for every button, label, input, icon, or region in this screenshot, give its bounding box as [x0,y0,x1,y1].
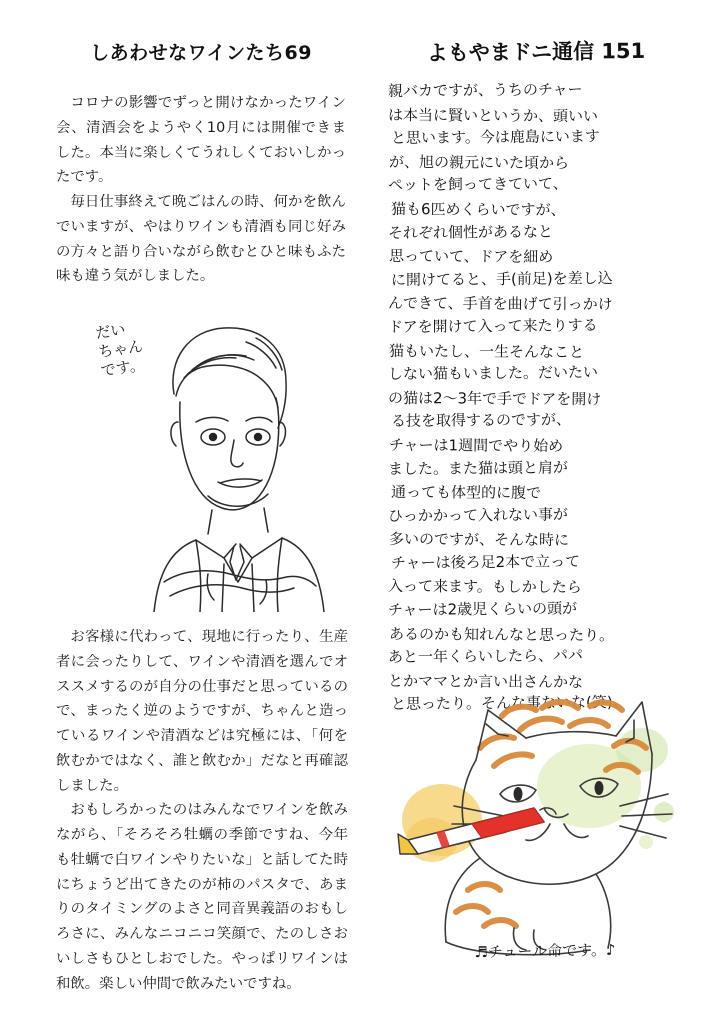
handwritten-line: は本当に賢いというか、頭いい [387,105,599,125]
paragraph: 毎日仕事終えて晩ごはんの時、何かを飲んでいますが、やはりワインも清酒も同じ好みの方々と語り合いながら飲むとひと味もふた味も違う気がしました。 [56,194,346,285]
handwritten-body [387,80,684,714]
handwritten-line: 入って来ます。もしかしたら [387,577,582,597]
handwritten-line: と思ったり。そんな事ないな(笑)。 [390,693,628,714]
handwritten-line: あと一年くらいしたら、パパ [387,646,584,667]
handwritten-line: の猫は2〜3年で手でドアを開け [387,388,602,409]
portrait-caption-line: ちゃん [96,336,145,361]
handwritten-line: チャーは2歳児くらいの頭が [387,599,578,620]
handwritten-line: んできて、手首を曲げて引っかけ [387,294,613,314]
portrait-caption-line: だい [94,320,127,343]
handwritten-line: 猫も6匹めくらいですが、 [390,199,566,220]
paragraph: おもしろかったのはみんなでワインを飲みながら、「そろそろ牡蠣の季節ですね、今年も牡蠣で白ワインやりたいな」と話してた時にちょうど出てきたのが柿のパスタで、あまりのタイミングのよさと同音異義語のおもしろさに、みんなニコニコ笑顔で、たのしさおいしさもひとしおでした。やっぱリワインは和飲。楽しい仲間で飲みたいですね。 [56,802,348,992]
portrait-caption [94,316,161,380]
handwritten-line: 通っても体型的に腹で [390,483,542,503]
right-column [388,36,684,721]
handwritten-line: ひっかかって入れない事が [387,505,569,525]
handwritten-line: ドアを開けて入って来たりする [387,316,598,336]
handwritten-line: チャーは1週間でやり始め [388,435,564,455]
left-column-title: しあわせなワインたち69 [90,42,312,64]
portrait-caption-line: です。 [99,355,146,380]
left-column-lower [56,625,348,996]
handwritten-line: 思っていて、ドアを細め [388,247,554,267]
left-column [56,38,346,289]
handwritten-line: る技を取得するのですが、 [390,410,572,431]
paragraph: コロナの影響でずっと開けなかったワイン会、清酒会をようやく10月には開催できました。本当に楽しくてうれしくておいしかったです。 [56,95,346,186]
handwritten-line: 親バカですが、うちのチャー [387,80,583,100]
handwritten-line: しない猫もいました。だいたい [387,363,599,384]
handwritten-line: 猫もいたし、一生そんなこと [388,341,585,361]
handwritten-line: チャーは後ろ足2本で立って [390,552,581,572]
right-column-title: よもやまドニ通信 151 [426,38,646,66]
handwritten-line: とかママとか言い出さんかな [387,671,584,692]
handwritten-line: が、旭の親元にいた頃から [388,152,570,172]
handwritten-line: 多いのですが、そんな時に [388,530,570,550]
paragraph: お客様に代わって、現地に行ったり、生産者に会ったりして、ワインや清酒を選んでオススメするのが自分の仕事だと思っているので、まったく逆のようですが、ちゃんと造っているワインや清酒などは究極には、「何を飲むかではなく、誰と飲むか」だなと再確認しました。 [56,629,348,794]
cat-illustration [384,690,690,958]
handwritten-line: それぞれ個性があるなと [387,222,554,242]
handwritten-line: ペットを飼ってきていて、 [387,174,568,195]
handwritten-line: と思います。今は鹿島にいます [390,127,600,148]
cat-caption: ♬チュール命です。♪ [474,940,616,962]
handwritten-line: に開けてると、手(前足)を差し込 [390,268,613,289]
handwritten-line: あるのかも知れんなと思ったり。 [388,624,615,645]
handwritten-line: ました。また猫は頭と肩が [387,457,569,478]
